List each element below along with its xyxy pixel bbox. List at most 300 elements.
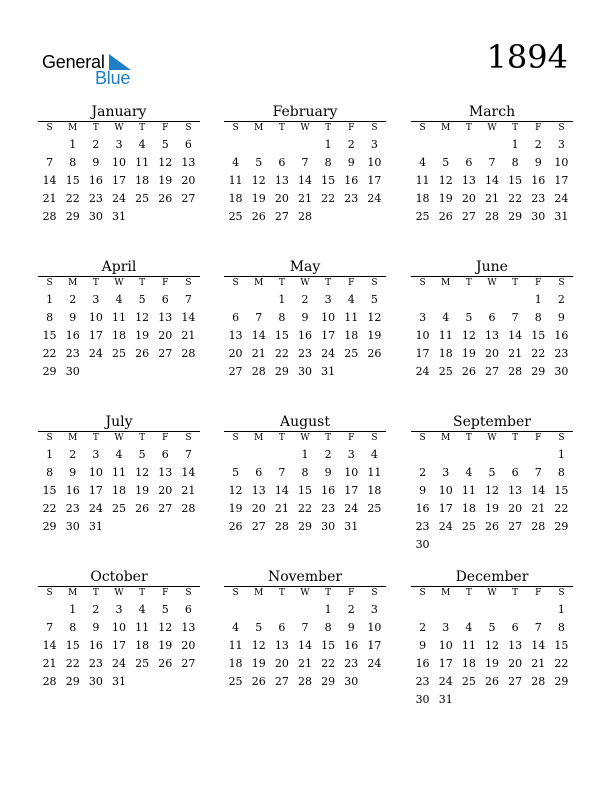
day-cell: 3 bbox=[442, 621, 450, 634]
day-cell: 22 bbox=[321, 657, 336, 670]
day-cell: 17 bbox=[367, 639, 382, 652]
day-cell: 16 bbox=[344, 639, 359, 652]
day-cell: 10 bbox=[367, 621, 382, 634]
day-cell: 5 bbox=[442, 156, 450, 169]
day-cell: 13 bbox=[228, 329, 243, 342]
day-cell: 22 bbox=[321, 192, 336, 205]
day-cell: 6 bbox=[232, 311, 240, 324]
day-cell: 9 bbox=[557, 311, 565, 324]
day-cell: 2 bbox=[301, 293, 309, 306]
day-grid bbox=[224, 587, 386, 691]
day-cell: 6 bbox=[255, 466, 263, 479]
blank-cell bbox=[457, 291, 480, 309]
day-cell: 2 bbox=[92, 603, 100, 616]
day-cell: 10 bbox=[88, 311, 103, 324]
day-cell: 16 bbox=[297, 329, 312, 342]
day-cell: 29 bbox=[508, 210, 523, 223]
day-cell: 29 bbox=[65, 210, 80, 223]
day-cell: 2 bbox=[324, 448, 332, 461]
weekday-header: T bbox=[512, 123, 519, 133]
weekday-header: W bbox=[487, 278, 497, 288]
day-grid bbox=[411, 432, 573, 554]
day-cell: 27 bbox=[181, 657, 196, 670]
day-cell: 5 bbox=[138, 448, 146, 461]
day-cell: 11 bbox=[228, 174, 243, 187]
weekday-header: S bbox=[46, 278, 53, 288]
blank-cell bbox=[434, 291, 457, 309]
day-cell: 7 bbox=[488, 156, 496, 169]
day-cell: 3 bbox=[92, 293, 100, 306]
day-cell: 15 bbox=[508, 174, 523, 187]
day-cell: 26 bbox=[135, 347, 150, 360]
day-cell: 30 bbox=[415, 693, 430, 706]
day-cell: 10 bbox=[438, 639, 453, 652]
day-cell: 11 bbox=[344, 311, 359, 324]
day-cell: 5 bbox=[255, 621, 263, 634]
day-cell: 6 bbox=[278, 621, 286, 634]
day-cell: 15 bbox=[274, 329, 289, 342]
day-cell: 19 bbox=[228, 502, 243, 515]
day-cell: 15 bbox=[321, 639, 336, 652]
day-cell: 13 bbox=[461, 174, 476, 187]
day-cell: 22 bbox=[508, 192, 523, 205]
day-cell: 4 bbox=[465, 466, 473, 479]
blank-cell bbox=[38, 136, 61, 154]
blank-cell bbox=[224, 601, 247, 619]
day-cell: 25 bbox=[111, 347, 126, 360]
day-cell: 20 bbox=[274, 657, 289, 670]
weekday-header: F bbox=[535, 278, 542, 288]
day-cell: 10 bbox=[88, 466, 103, 479]
day-cell: 21 bbox=[531, 502, 546, 515]
day-cell: 3 bbox=[370, 603, 378, 616]
weekday-header: W bbox=[300, 588, 310, 598]
day-cell: 4 bbox=[370, 448, 378, 461]
day-cell: 27 bbox=[508, 675, 523, 688]
day-cell: 17 bbox=[321, 329, 336, 342]
day-cell: 13 bbox=[181, 156, 196, 169]
day-cell: 15 bbox=[321, 174, 336, 187]
weekday-header: M bbox=[68, 278, 78, 288]
day-cell: 13 bbox=[274, 639, 289, 652]
day-cell: 26 bbox=[158, 192, 173, 205]
day-cell: 8 bbox=[278, 311, 286, 324]
day-cell: 17 bbox=[438, 657, 453, 670]
day-grid bbox=[38, 122, 200, 226]
day-cell: 7 bbox=[46, 621, 54, 634]
day-cell: 20 bbox=[181, 174, 196, 187]
day-cell: 29 bbox=[321, 675, 336, 688]
day-cell: 6 bbox=[488, 311, 496, 324]
day-cell: 24 bbox=[344, 502, 359, 515]
day-cell: 21 bbox=[181, 484, 196, 497]
day-cell: 28 bbox=[251, 365, 266, 378]
day-cell: 21 bbox=[42, 192, 57, 205]
day-cell: 28 bbox=[297, 210, 312, 223]
day-cell: 26 bbox=[251, 675, 266, 688]
weekday-header: T bbox=[325, 278, 332, 288]
day-cell: 28 bbox=[181, 347, 196, 360]
day-cell: 26 bbox=[367, 347, 382, 360]
day-cell: 28 bbox=[508, 365, 523, 378]
day-cell: 27 bbox=[274, 675, 289, 688]
day-cell: 26 bbox=[228, 520, 243, 533]
day-cell: 20 bbox=[508, 502, 523, 515]
day-cell: 7 bbox=[301, 156, 309, 169]
day-cell: 25 bbox=[135, 657, 150, 670]
day-cell: 14 bbox=[297, 174, 312, 187]
day-cell: 20 bbox=[461, 192, 476, 205]
day-cell: 1 bbox=[557, 448, 565, 461]
day-cell: 19 bbox=[251, 657, 266, 670]
day-grid bbox=[411, 587, 573, 709]
weekday-header: S bbox=[46, 123, 53, 133]
day-cell: 6 bbox=[184, 138, 192, 151]
day-cell: 21 bbox=[531, 657, 546, 670]
day-cell: 6 bbox=[161, 448, 169, 461]
day-cell: 12 bbox=[251, 174, 266, 187]
blank-cell bbox=[247, 446, 270, 464]
day-cell: 23 bbox=[415, 520, 430, 533]
day-cell: 25 bbox=[367, 502, 382, 515]
day-cell: 5 bbox=[138, 293, 146, 306]
day-cell: 18 bbox=[461, 502, 476, 515]
year-title: 1894 bbox=[486, 38, 568, 76]
day-cell: 9 bbox=[347, 621, 355, 634]
day-grid bbox=[411, 277, 573, 381]
day-cell: 25 bbox=[135, 192, 150, 205]
day-cell: 15 bbox=[42, 484, 57, 497]
day-cell: 2 bbox=[69, 448, 77, 461]
day-cell: 4 bbox=[138, 603, 146, 616]
day-cell: 22 bbox=[65, 192, 80, 205]
day-cell: 26 bbox=[251, 210, 266, 223]
day-cell: 14 bbox=[251, 329, 266, 342]
day-cell: 1 bbox=[534, 293, 542, 306]
day-cell: 5 bbox=[161, 603, 169, 616]
day-cell: 23 bbox=[344, 657, 359, 670]
day-cell: 11 bbox=[461, 639, 476, 652]
day-cell: 4 bbox=[115, 293, 123, 306]
day-cell: 22 bbox=[297, 502, 312, 515]
weekday-header: S bbox=[558, 278, 565, 288]
weekday-header: M bbox=[441, 433, 451, 443]
day-cell: 8 bbox=[324, 621, 332, 634]
day-cell: 10 bbox=[321, 311, 336, 324]
day-cell: 23 bbox=[415, 675, 430, 688]
day-cell: 7 bbox=[278, 466, 286, 479]
day-cell: 10 bbox=[111, 621, 126, 634]
day-cell: 22 bbox=[65, 657, 80, 670]
day-cell: 2 bbox=[347, 603, 355, 616]
weekday-header: S bbox=[419, 123, 426, 133]
day-cell: 5 bbox=[232, 466, 240, 479]
day-cell: 16 bbox=[531, 174, 546, 187]
weekday-header: S bbox=[558, 433, 565, 443]
day-cell: 9 bbox=[419, 639, 427, 652]
day-cell: 1 bbox=[46, 293, 54, 306]
day-cell: 14 bbox=[42, 174, 57, 187]
day-cell: 16 bbox=[415, 502, 430, 515]
day-cell: 20 bbox=[274, 192, 289, 205]
weekday-header: M bbox=[68, 433, 78, 443]
weekday-header: F bbox=[162, 433, 169, 443]
day-cell: 9 bbox=[69, 311, 77, 324]
day-cell: 28 bbox=[531, 520, 546, 533]
weekday-header: W bbox=[300, 433, 310, 443]
day-cell: 8 bbox=[69, 156, 77, 169]
day-cell: 26 bbox=[438, 210, 453, 223]
day-cell: 20 bbox=[508, 657, 523, 670]
day-cell: 9 bbox=[92, 156, 100, 169]
day-cell: 12 bbox=[484, 484, 499, 497]
blank-cell bbox=[411, 291, 434, 309]
day-cell: 8 bbox=[46, 311, 54, 324]
day-cell: 1 bbox=[511, 138, 519, 151]
weekday-header: M bbox=[441, 278, 451, 288]
day-cell: 15 bbox=[554, 639, 569, 652]
day-grid bbox=[38, 277, 200, 381]
day-cell: 17 bbox=[88, 484, 103, 497]
day-cell: 5 bbox=[488, 466, 496, 479]
day-cell: 24 bbox=[321, 347, 336, 360]
day-cell: 10 bbox=[415, 329, 430, 342]
day-cell: 1 bbox=[69, 138, 77, 151]
day-cell: 16 bbox=[65, 484, 80, 497]
day-cell: 7 bbox=[255, 311, 263, 324]
weekday-header: S bbox=[371, 123, 378, 133]
day-cell: 26 bbox=[484, 675, 499, 688]
weekday-header: S bbox=[46, 588, 53, 598]
day-cell: 16 bbox=[554, 329, 569, 342]
day-cell: 27 bbox=[181, 192, 196, 205]
day-cell: 13 bbox=[181, 621, 196, 634]
day-cell: 25 bbox=[461, 520, 476, 533]
weekday-header: T bbox=[512, 278, 519, 288]
day-cell: 12 bbox=[251, 639, 266, 652]
day-cell: 21 bbox=[181, 329, 196, 342]
day-cell: 6 bbox=[278, 156, 286, 169]
day-cell: 8 bbox=[69, 621, 77, 634]
day-cell: 31 bbox=[111, 675, 126, 688]
day-cell: 25 bbox=[228, 210, 243, 223]
day-cell: 15 bbox=[42, 329, 57, 342]
blank-cell bbox=[434, 601, 457, 619]
day-cell: 17 bbox=[554, 174, 569, 187]
day-cell: 5 bbox=[161, 138, 169, 151]
weekday-header: W bbox=[114, 123, 124, 133]
day-cell: 18 bbox=[461, 657, 476, 670]
day-cell: 4 bbox=[347, 293, 355, 306]
day-cell: 11 bbox=[367, 466, 382, 479]
day-cell: 6 bbox=[511, 466, 519, 479]
weekday-header: T bbox=[325, 123, 332, 133]
day-cell: 7 bbox=[511, 311, 519, 324]
day-cell: 4 bbox=[232, 621, 240, 634]
day-cell: 27 bbox=[461, 210, 476, 223]
day-cell: 10 bbox=[554, 156, 569, 169]
weekday-header: T bbox=[512, 433, 519, 443]
day-cell: 21 bbox=[297, 192, 312, 205]
day-cell: 8 bbox=[301, 466, 309, 479]
weekday-header: S bbox=[371, 278, 378, 288]
day-cell: 12 bbox=[438, 174, 453, 187]
weekday-header: T bbox=[278, 588, 285, 598]
day-cell: 8 bbox=[557, 621, 565, 634]
day-cell: 12 bbox=[135, 311, 150, 324]
day-cell: 1 bbox=[557, 603, 565, 616]
day-cell: 26 bbox=[158, 657, 173, 670]
day-cell: 11 bbox=[438, 329, 453, 342]
weekday-header: T bbox=[92, 433, 99, 443]
day-cell: 28 bbox=[42, 210, 57, 223]
day-cell: 17 bbox=[111, 639, 126, 652]
blank-cell bbox=[480, 446, 503, 464]
day-cell: 8 bbox=[557, 466, 565, 479]
weekday-header: F bbox=[348, 433, 355, 443]
day-cell: 30 bbox=[297, 365, 312, 378]
month-april bbox=[38, 259, 200, 381]
day-cell: 13 bbox=[158, 311, 173, 324]
day-cell: 9 bbox=[324, 466, 332, 479]
day-cell: 24 bbox=[415, 365, 430, 378]
day-cell: 22 bbox=[274, 347, 289, 360]
day-cell: 17 bbox=[438, 502, 453, 515]
day-cell: 19 bbox=[158, 174, 173, 187]
blank-cell bbox=[480, 601, 503, 619]
month-november bbox=[224, 569, 386, 691]
day-cell: 15 bbox=[65, 174, 80, 187]
day-cell: 14 bbox=[531, 639, 546, 652]
day-cell: 10 bbox=[438, 484, 453, 497]
blank-cell bbox=[247, 601, 270, 619]
day-cell: 13 bbox=[508, 484, 523, 497]
day-cell: 12 bbox=[228, 484, 243, 497]
blank-cell bbox=[247, 136, 270, 154]
day-cell: 23 bbox=[88, 192, 103, 205]
day-cell: 31 bbox=[344, 520, 359, 533]
day-cell: 3 bbox=[92, 448, 100, 461]
day-cell: 29 bbox=[42, 365, 57, 378]
day-cell: 20 bbox=[228, 347, 243, 360]
weekday-header: W bbox=[114, 278, 124, 288]
month-name: September bbox=[453, 414, 531, 430]
day-cell: 25 bbox=[344, 347, 359, 360]
blank-cell bbox=[504, 291, 527, 309]
day-cell: 24 bbox=[438, 675, 453, 688]
day-grid bbox=[224, 122, 386, 226]
day-cell: 1 bbox=[46, 448, 54, 461]
day-cell: 2 bbox=[419, 621, 427, 634]
day-cell: 25 bbox=[111, 502, 126, 515]
day-cell: 18 bbox=[135, 174, 150, 187]
day-cell: 20 bbox=[158, 484, 173, 497]
day-cell: 8 bbox=[511, 156, 519, 169]
day-cell: 27 bbox=[158, 347, 173, 360]
weekday-header: T bbox=[325, 433, 332, 443]
day-cell: 6 bbox=[465, 156, 473, 169]
weekday-header: F bbox=[348, 278, 355, 288]
day-cell: 29 bbox=[531, 365, 546, 378]
day-cell: 2 bbox=[347, 138, 355, 151]
weekday-header: T bbox=[278, 123, 285, 133]
blank-cell bbox=[434, 446, 457, 464]
day-cell: 17 bbox=[344, 484, 359, 497]
blank-cell bbox=[480, 136, 503, 154]
day-cell: 9 bbox=[92, 621, 100, 634]
weekday-header: W bbox=[487, 123, 497, 133]
blank-cell bbox=[434, 136, 457, 154]
weekday-header: F bbox=[348, 123, 355, 133]
weekday-header: W bbox=[487, 433, 497, 443]
month-name: February bbox=[272, 104, 338, 120]
day-cell: 23 bbox=[65, 502, 80, 515]
day-cell: 13 bbox=[251, 484, 266, 497]
month-july bbox=[38, 414, 200, 536]
month-september bbox=[411, 414, 573, 554]
day-cell: 14 bbox=[181, 466, 196, 479]
day-cell: 12 bbox=[484, 639, 499, 652]
day-cell: 9 bbox=[534, 156, 542, 169]
weekday-header: S bbox=[185, 433, 192, 443]
day-cell: 8 bbox=[324, 156, 332, 169]
day-cell: 12 bbox=[461, 329, 476, 342]
day-cell: 14 bbox=[531, 484, 546, 497]
day-cell: 25 bbox=[438, 365, 453, 378]
day-cell: 23 bbox=[65, 347, 80, 360]
weekday-header: T bbox=[139, 433, 146, 443]
weekday-header: M bbox=[254, 123, 264, 133]
day-cell: 23 bbox=[88, 657, 103, 670]
weekday-header: T bbox=[139, 123, 146, 133]
month-may bbox=[224, 259, 386, 381]
day-cell: 16 bbox=[415, 657, 430, 670]
blank-cell bbox=[270, 446, 293, 464]
month-name: August bbox=[280, 414, 330, 430]
blank-cell bbox=[504, 446, 527, 464]
day-cell: 3 bbox=[347, 448, 355, 461]
weekday-header: F bbox=[162, 123, 169, 133]
day-cell: 14 bbox=[484, 174, 499, 187]
day-cell: 27 bbox=[228, 365, 243, 378]
day-cell: 3 bbox=[115, 138, 123, 151]
day-cell: 25 bbox=[415, 210, 430, 223]
day-cell: 31 bbox=[88, 520, 103, 533]
month-october bbox=[38, 569, 200, 691]
day-grid bbox=[224, 432, 386, 536]
day-cell: 19 bbox=[367, 329, 382, 342]
day-cell: 27 bbox=[274, 210, 289, 223]
day-cell: 29 bbox=[274, 365, 289, 378]
weekday-header: T bbox=[139, 278, 146, 288]
day-cell: 29 bbox=[65, 675, 80, 688]
day-cell: 20 bbox=[181, 639, 196, 652]
weekday-header: T bbox=[139, 588, 146, 598]
day-cell: 30 bbox=[415, 538, 430, 551]
day-cell: 19 bbox=[158, 639, 173, 652]
day-cell: 10 bbox=[367, 156, 382, 169]
day-cell: 2 bbox=[69, 293, 77, 306]
day-cell: 12 bbox=[135, 466, 150, 479]
weekday-header: F bbox=[535, 433, 542, 443]
day-cell: 4 bbox=[232, 156, 240, 169]
weekday-header: S bbox=[46, 433, 53, 443]
day-cell: 24 bbox=[111, 192, 126, 205]
day-cell: 3 bbox=[442, 466, 450, 479]
day-cell: 26 bbox=[461, 365, 476, 378]
month-june bbox=[411, 259, 573, 381]
day-cell: 27 bbox=[251, 520, 266, 533]
